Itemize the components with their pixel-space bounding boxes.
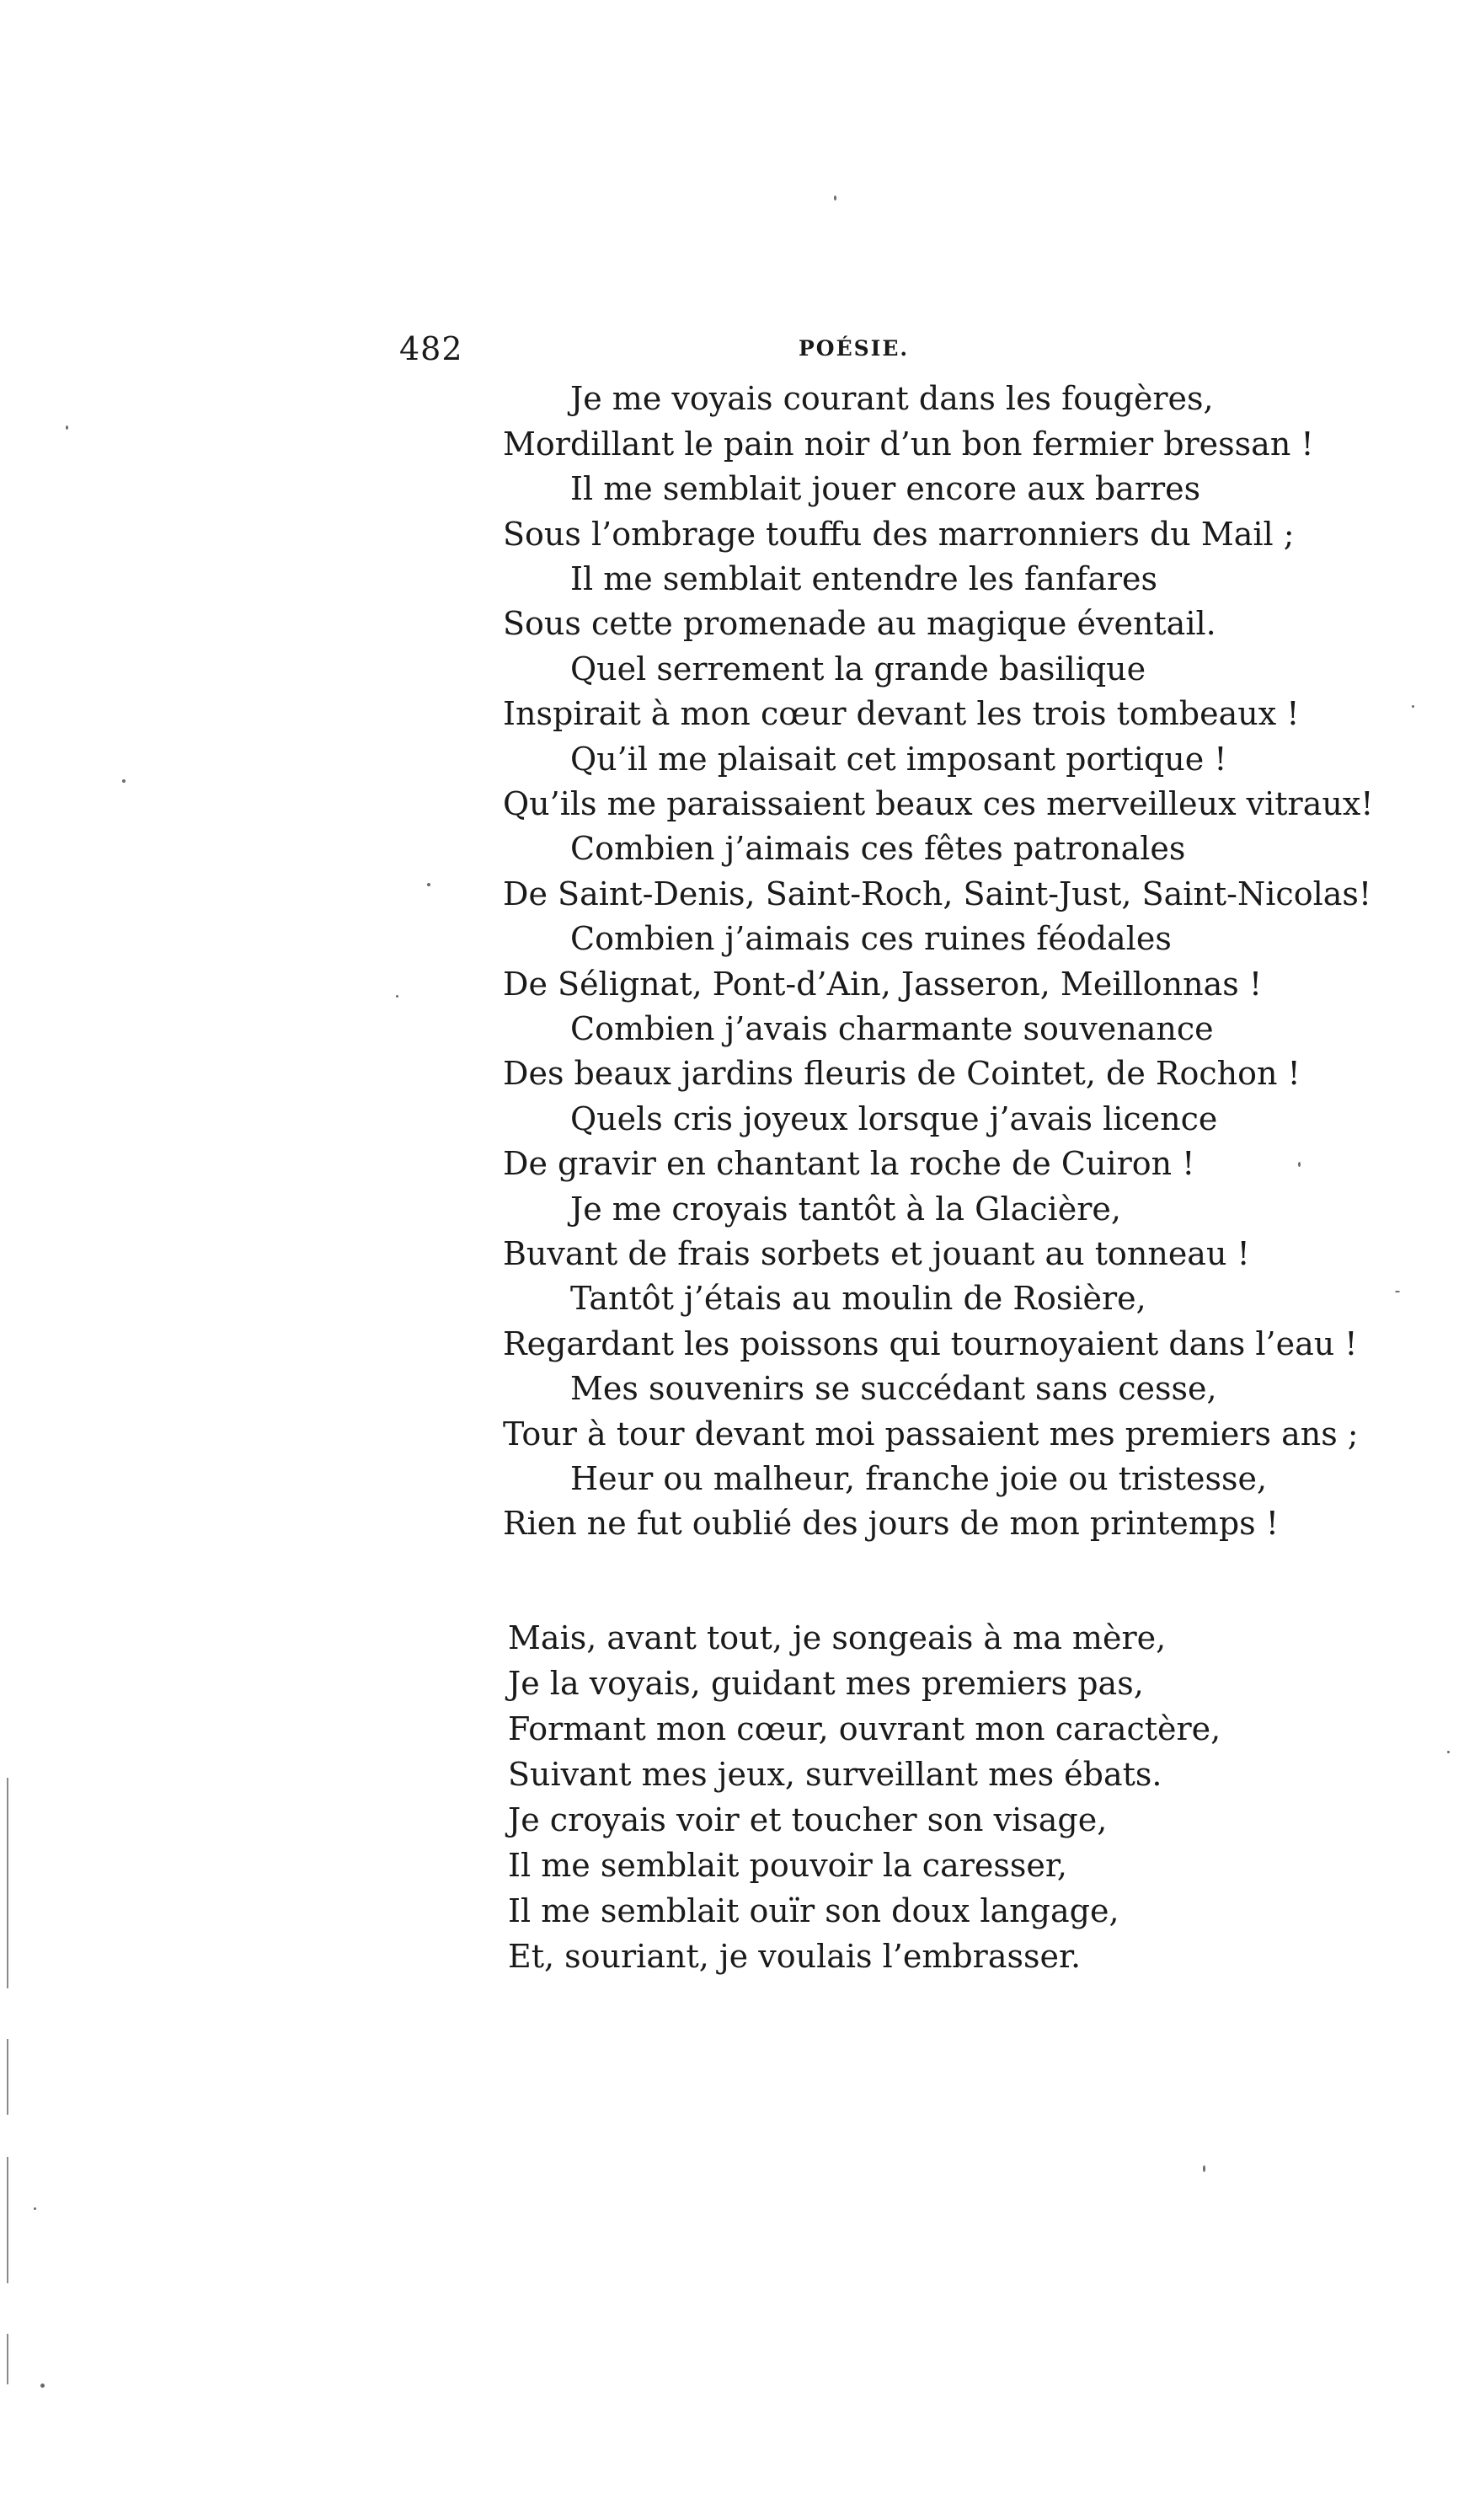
scan-speck xyxy=(427,883,430,886)
verse-line: Rien ne fut oublié des jours de mon printemps ! xyxy=(503,1505,1279,1542)
verse-line: Mais, avant tout, je songeais à ma mère, xyxy=(508,1619,1167,1656)
verse-line: Quels cris joyeux lorsque j’avais licence xyxy=(570,1100,1218,1137)
verse-line: Formant mon cœur, ouvrant mon caractère, xyxy=(508,1710,1221,1747)
scan-speck xyxy=(1203,2165,1205,2172)
verse-line: Quel serrement la grande basilique xyxy=(570,650,1146,688)
running-title: POÉSIE. xyxy=(799,336,910,361)
verse-line: Je la voyais, guidant mes premiers pas, xyxy=(508,1665,1144,1702)
verse-line: Des beaux jardins fleuris de Cointet, de Rochon ! xyxy=(503,1055,1301,1092)
verse-line: Buvant de frais sorbets et jouant au tonneau ! xyxy=(503,1235,1250,1272)
verse-line: De Sélignat, Pont-d’Ain, Jasseron, Meillonnas ! xyxy=(503,966,1263,1003)
scan-edge-line xyxy=(7,1778,8,1988)
verse-line: Combien j’aimais ces ruines féodales xyxy=(570,920,1172,957)
scan-edge-line xyxy=(7,2039,8,2115)
scan-speck xyxy=(66,425,68,430)
verse-line: Je me voyais courant dans les fougères, xyxy=(570,380,1214,417)
scan-edge-line xyxy=(7,2334,8,2384)
verse-line: Suivant mes jeux, surveillant mes ébats. xyxy=(508,1756,1162,1793)
scan-speck xyxy=(34,2207,36,2210)
scan-speck xyxy=(1412,705,1414,708)
verse-line: Il me semblait jouer encore aux barres xyxy=(570,470,1201,507)
scan-speck xyxy=(834,195,836,201)
scan-speck xyxy=(1298,1162,1301,1167)
verse-line: Qu’ils me paraissaient beaux ces merveilleux vitraux! xyxy=(503,785,1374,822)
verse-line: Il me semblait pouvoir la caresser, xyxy=(508,1847,1067,1884)
verse-line: Qu’il me plaisait cet imposant portique ! xyxy=(570,741,1227,778)
scan-speck xyxy=(122,779,126,783)
verse-line: Je me croyais tantôt à la Glacière, xyxy=(570,1190,1121,1228)
scan-speck xyxy=(396,995,398,998)
verse-line: Mordillant le pain noir d’un bon fermier bressan ! xyxy=(503,425,1314,463)
verse-line: Je croyais voir et toucher son visage, xyxy=(508,1801,1108,1838)
scan-speck xyxy=(1447,1751,1450,1753)
verse-line: Il me semblait ouïr son doux langage, xyxy=(508,1892,1119,1929)
verse-line: Tantôt j’étais au moulin de Rosière, xyxy=(570,1280,1146,1317)
verse-line: De gravir en chantant la roche de Cuiron ! xyxy=(503,1145,1195,1182)
page-number: 482 xyxy=(399,330,463,367)
verse-line: Tour à tour devant moi passaient mes premiers ans ; xyxy=(503,1415,1359,1453)
scan-edge-line xyxy=(7,2157,8,2283)
verse-line: Combien j’avais charmante souvenance xyxy=(570,1010,1214,1047)
verse-line: Il me semblait entendre les fanfares xyxy=(570,560,1158,597)
verse-line: Heur ou malheur, franche joie ou tristesse, xyxy=(570,1460,1268,1497)
scan-speck xyxy=(1395,1291,1400,1292)
scan-speck xyxy=(40,2384,45,2388)
verse-line: Inspirait à mon cœur devant les trois tombeaux ! xyxy=(503,695,1300,732)
verse-line: Et, souriant, je voulais l’embrasser. xyxy=(508,1938,1082,1975)
verse-line: Sous l’ombrage touffu des marronniers du Mail ; xyxy=(503,516,1295,553)
verse-line: Combien j’aimais ces fêtes patronales xyxy=(570,830,1186,867)
verse-line: Sous cette promenade au magique éventail. xyxy=(503,605,1216,642)
verse-line: Regardant les poissons qui tournoyaient dans l’eau ! xyxy=(503,1325,1358,1362)
verse-line: Mes souvenirs se succédant sans cesse, xyxy=(570,1370,1217,1407)
verse-line: De Saint-Denis, Saint-Roch, Saint-Just, Saint-Nicolas! xyxy=(503,875,1372,912)
